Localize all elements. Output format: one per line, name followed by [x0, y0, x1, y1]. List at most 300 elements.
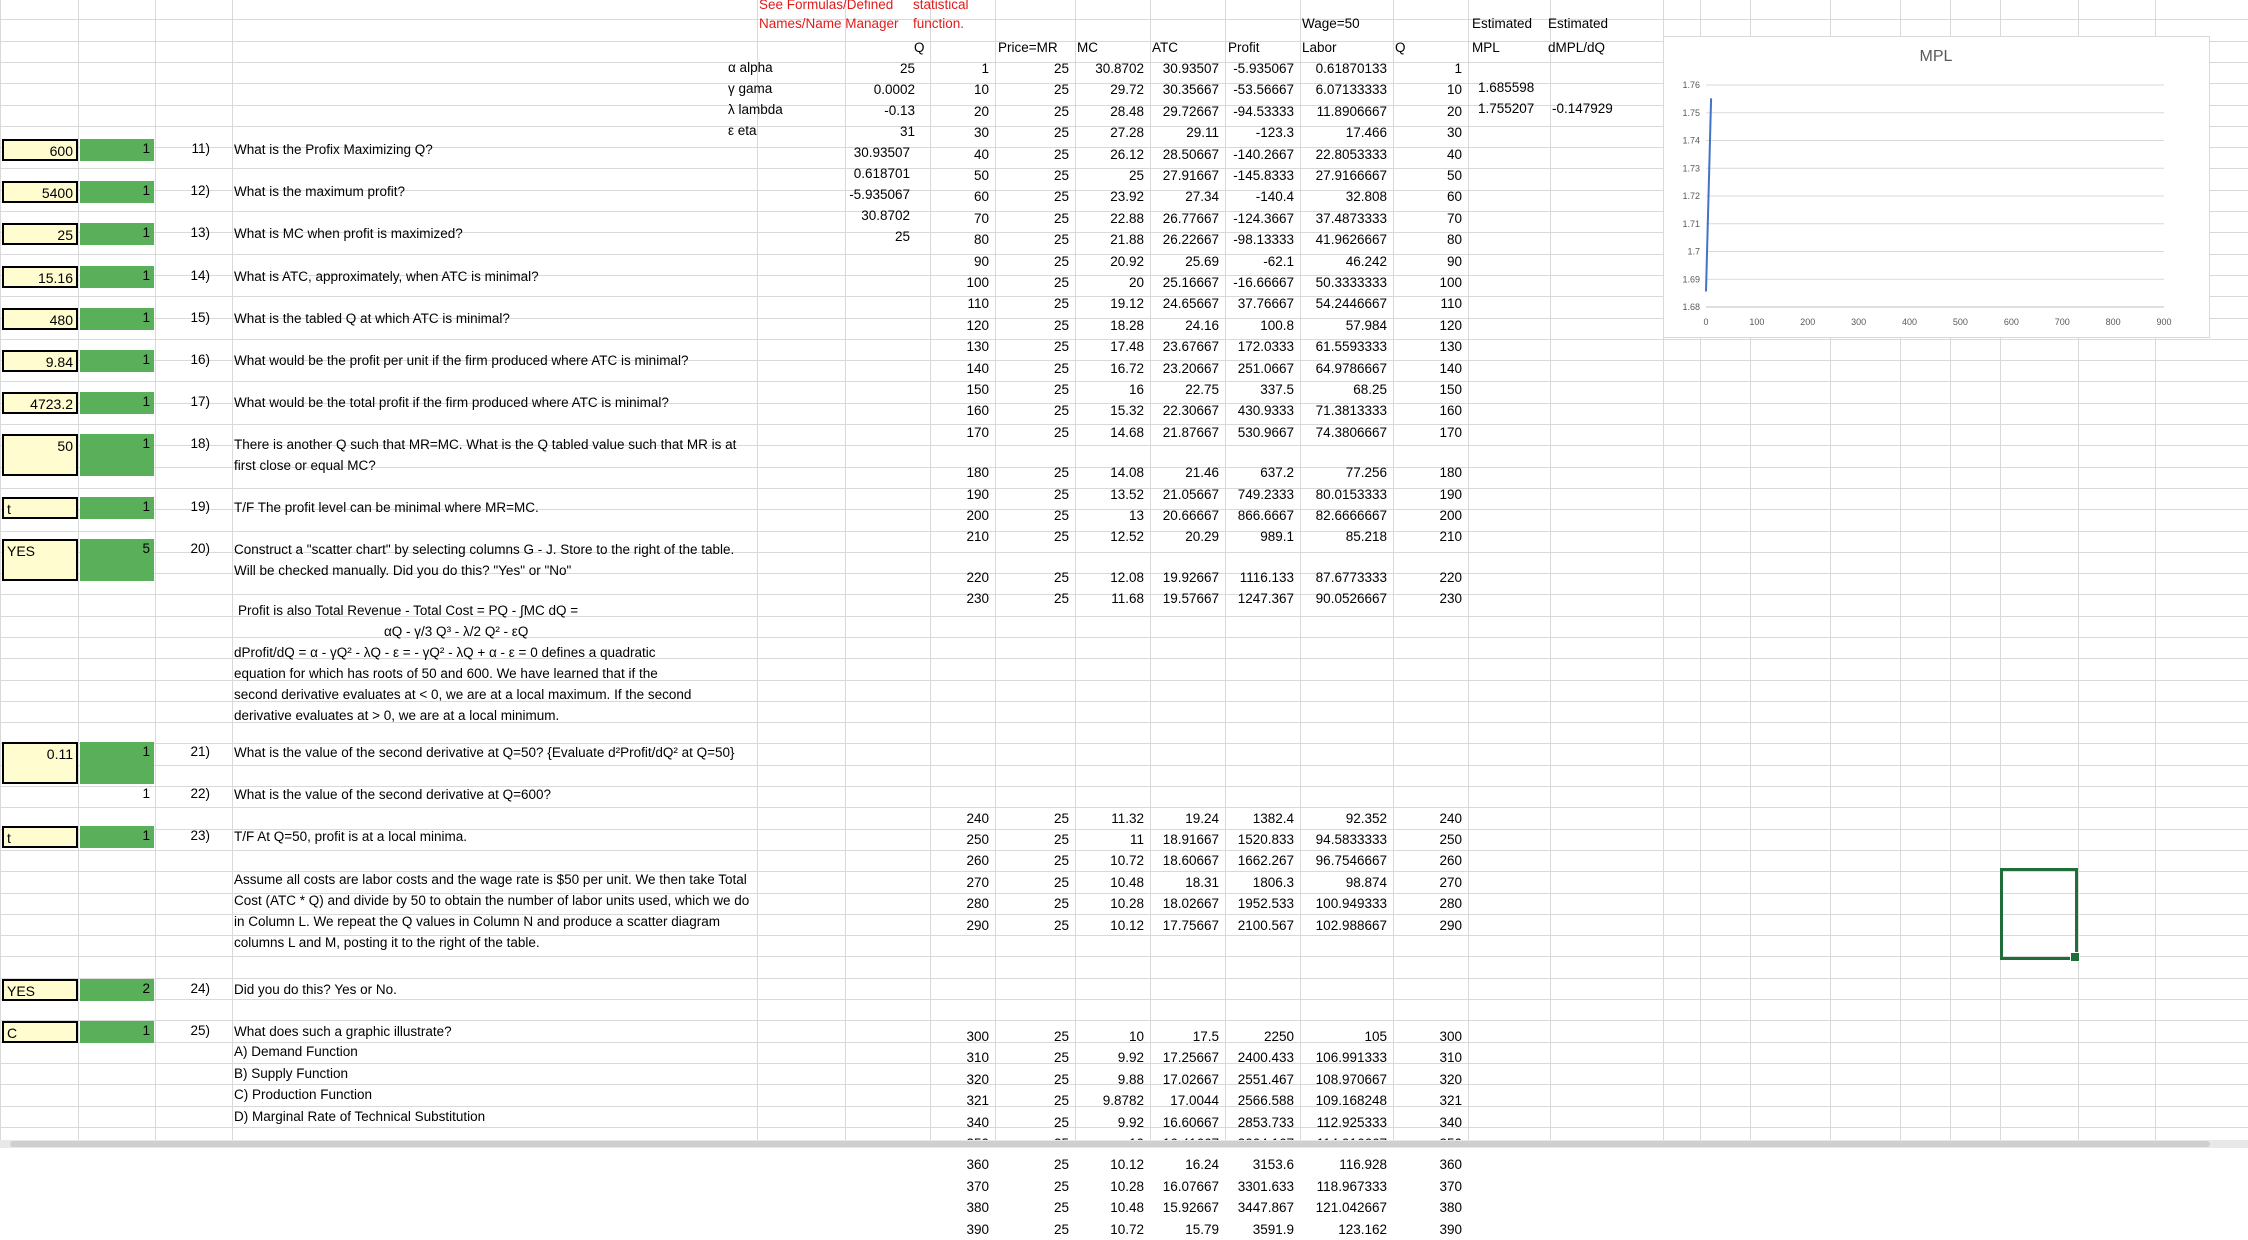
table-cell[interactable]: 105 — [1364, 1029, 1387, 1044]
table-cell[interactable]: 112.925333 — [1316, 1115, 1387, 1130]
table-cell[interactable]: 13.52 — [1110, 487, 1144, 502]
answer-cell[interactable]: YES — [2, 539, 78, 581]
table-cell[interactable]: 25 — [1053, 1200, 1069, 1215]
table-cell[interactable]: 60 — [973, 189, 989, 204]
table-cell[interactable]: 23.20667 — [1162, 361, 1219, 376]
table-cell[interactable]: 18.02667 — [1162, 896, 1219, 911]
table-cell[interactable]: 250 — [966, 832, 989, 847]
answer-cell[interactable]: 50 — [2, 434, 78, 476]
table-cell[interactable]: 90 — [1446, 254, 1462, 269]
table-cell[interactable]: 321 — [966, 1093, 989, 1108]
table-cell[interactable]: 260 — [966, 853, 989, 868]
table-cell[interactable]: 100.8 — [1260, 318, 1294, 333]
table-cell[interactable]: 11.8906667 — [1316, 104, 1387, 119]
table-cell[interactable]: 2100.567 — [1237, 918, 1294, 933]
table-cell[interactable]: 37.76667 — [1237, 296, 1294, 311]
selected-cell[interactable] — [2000, 868, 2078, 960]
table-cell[interactable]: 40 — [1446, 147, 1462, 162]
answer-cell[interactable]: YES — [2, 979, 78, 1001]
table-cell[interactable]: 82.6666667 — [1315, 508, 1387, 523]
table-cell[interactable]: 26.12 — [1110, 147, 1144, 162]
table-cell[interactable]: 25 — [1053, 1093, 1069, 1108]
table-cell[interactable]: 250 — [1439, 832, 1462, 847]
table-cell[interactable]: 130 — [966, 339, 989, 354]
table-cell[interactable]: 14.68 — [1110, 425, 1144, 440]
table-cell[interactable]: 25 — [1053, 275, 1069, 290]
table-cell[interactable]: 37.4873333 — [1315, 211, 1387, 226]
table-cell[interactable]: 25 — [1053, 211, 1069, 226]
table-cell[interactable]: 87.6773333 — [1315, 570, 1387, 585]
table-cell[interactable]: 24.16 — [1185, 318, 1219, 333]
table-cell[interactable]: 50.3333333 — [1315, 275, 1387, 290]
table-cell[interactable]: -140.4 — [1255, 189, 1294, 204]
table-cell[interactable]: 0.61870133 — [1315, 61, 1387, 76]
table-cell[interactable]: 94.5833333 — [1315, 832, 1387, 847]
table-cell[interactable]: 22.30667 — [1162, 403, 1219, 418]
param-value[interactable]: 0.0002 — [873, 82, 915, 97]
table-cell[interactable]: 300 — [966, 1029, 989, 1044]
table-cell[interactable]: 25 — [1053, 254, 1069, 269]
table-cell[interactable]: 61.5593333 — [1315, 339, 1387, 354]
table-cell[interactable]: 340 — [966, 1115, 989, 1130]
table-cell[interactable]: -140.2667 — [1233, 147, 1294, 162]
table-cell[interactable]: 64.9786667 — [1315, 361, 1387, 376]
table-cell[interactable]: 260 — [1439, 853, 1462, 868]
table-cell[interactable]: 16.07667 — [1162, 1179, 1219, 1194]
table-cell[interactable]: 25 — [1053, 104, 1069, 119]
table-cell[interactable]: 160 — [1439, 403, 1462, 418]
table-cell[interactable]: 321 — [1439, 1093, 1462, 1108]
param-value[interactable]: 25 — [899, 61, 915, 76]
mpl-chart[interactable] — [1663, 36, 2210, 338]
table-cell[interactable]: 130 — [1439, 339, 1462, 354]
table-cell[interactable]: 10.12 — [1110, 1157, 1144, 1172]
table-cell[interactable]: 25 — [1053, 61, 1069, 76]
scrollbar-thumb[interactable] — [10, 1141, 2210, 1147]
table-cell[interactable]: 12.08 — [1110, 570, 1144, 585]
table-cell[interactable]: 150 — [966, 382, 989, 397]
table-cell[interactable]: 25 — [1053, 853, 1069, 868]
table-cell[interactable]: 380 — [1439, 1200, 1462, 1215]
table-cell[interactable]: 11.68 — [1111, 591, 1144, 606]
table-cell[interactable]: 25 — [1053, 875, 1069, 890]
table-cell[interactable]: 28.48 — [1110, 104, 1144, 119]
table-cell[interactable]: 70 — [973, 211, 989, 226]
table-cell[interactable]: 200 — [966, 508, 989, 523]
table-cell[interactable]: 3591.9 — [1252, 1222, 1294, 1237]
table-cell[interactable]: 310 — [966, 1050, 989, 1065]
table-cell[interactable]: 2250 — [1263, 1029, 1294, 1044]
table-cell[interactable]: 25 — [1053, 529, 1069, 544]
table-cell[interactable]: 25 — [1053, 1029, 1069, 1044]
table-cell[interactable]: 370 — [1439, 1179, 1462, 1194]
table-cell[interactable]: 29.72667 — [1162, 104, 1219, 119]
table-cell[interactable]: 110 — [967, 296, 989, 311]
table-cell[interactable]: 1 — [981, 61, 989, 76]
table-cell[interactable]: 25 — [1053, 361, 1069, 376]
table-cell[interactable]: 25 — [1128, 168, 1144, 183]
table-cell[interactable]: 25 — [1053, 189, 1069, 204]
table-cell[interactable]: 27.9166667 — [1315, 168, 1387, 183]
table-cell[interactable]: 16.60667 — [1162, 1115, 1219, 1130]
table-cell[interactable]: 98.874 — [1345, 875, 1387, 890]
table-cell[interactable]: 110 — [1440, 296, 1462, 311]
table-cell[interactable]: 9.92 — [1117, 1050, 1144, 1065]
table-cell[interactable]: 2853.733 — [1237, 1115, 1294, 1130]
table-cell[interactable]: 25 — [1053, 896, 1069, 911]
table-cell[interactable]: 3447.867 — [1237, 1200, 1294, 1215]
table-cell[interactable]: 25 — [1053, 1072, 1069, 1087]
table-cell[interactable]: 26.22667 — [1162, 232, 1219, 247]
table-cell[interactable]: 25 — [1053, 1115, 1069, 1130]
answer-cell[interactable]: t — [2, 497, 78, 519]
table-cell[interactable]: 106.991333 — [1315, 1050, 1387, 1065]
table-cell[interactable]: 989.1 — [1260, 529, 1294, 544]
table-cell[interactable]: 100 — [1439, 275, 1462, 290]
table-cell[interactable]: 121.042667 — [1315, 1200, 1387, 1215]
table-cell[interactable]: 118.967333 — [1316, 1179, 1387, 1194]
table-cell[interactable]: 25 — [1053, 125, 1069, 140]
table-cell[interactable]: 310 — [1439, 1050, 1462, 1065]
table-cell[interactable]: 1952.533 — [1237, 896, 1294, 911]
table-cell[interactable]: 25 — [1053, 832, 1069, 847]
table-cell[interactable]: 9.92 — [1117, 1115, 1144, 1130]
table-cell[interactable]: -123.3 — [1255, 125, 1294, 140]
table-cell[interactable]: 290 — [966, 918, 989, 933]
table-cell[interactable]: 17.75667 — [1162, 918, 1219, 933]
table-cell[interactable]: 9.8782 — [1102, 1093, 1144, 1108]
table-cell[interactable]: 15.32 — [1110, 403, 1144, 418]
table-cell[interactable]: 60 — [1446, 189, 1462, 204]
table-cell[interactable]: 27.28 — [1110, 125, 1144, 140]
table-cell[interactable]: 120 — [966, 318, 989, 333]
table-cell[interactable]: 100.949333 — [1315, 896, 1387, 911]
answer-cell[interactable]: 25 — [2, 223, 78, 245]
table-cell[interactable]: 25 — [1053, 382, 1069, 397]
table-cell[interactable]: 280 — [1439, 896, 1462, 911]
table-cell[interactable]: -5.935067 — [1233, 61, 1294, 76]
table-cell[interactable]: 50 — [1446, 168, 1462, 183]
table-cell[interactable]: 18.60667 — [1162, 853, 1219, 868]
table-cell[interactable]: 80.0153333 — [1315, 487, 1387, 502]
table-cell[interactable]: 1520.833 — [1237, 832, 1294, 847]
summary-value[interactable]: 30.93507 — [853, 145, 910, 160]
table-cell[interactable]: 50 — [973, 168, 989, 183]
table-cell[interactable]: 30 — [973, 125, 989, 140]
table-cell[interactable]: 25 — [1053, 232, 1069, 247]
table-cell[interactable]: 25 — [1053, 1050, 1069, 1065]
answer-cell[interactable]: t — [2, 826, 78, 848]
table-cell[interactable]: 210 — [1439, 529, 1462, 544]
table-cell[interactable]: 21.87667 — [1162, 425, 1219, 440]
table-cell[interactable]: 10.48 — [1110, 875, 1144, 890]
table-cell[interactable]: 530.9667 — [1237, 425, 1294, 440]
table-cell[interactable]: 46.242 — [1345, 254, 1387, 269]
table-cell[interactable]: 17.25667 — [1162, 1050, 1219, 1065]
table-cell[interactable]: 360 — [1439, 1157, 1462, 1172]
summary-value[interactable]: 0.618701 — [853, 166, 910, 181]
table-cell[interactable]: 17.48 — [1110, 339, 1144, 354]
table-cell[interactable]: 180 — [966, 465, 989, 480]
table-cell[interactable]: 120 — [1439, 318, 1462, 333]
table-cell[interactable]: 21.05667 — [1162, 487, 1219, 502]
table-cell[interactable]: 100 — [966, 275, 989, 290]
table-cell[interactable]: 210 — [966, 529, 989, 544]
table-cell[interactable]: 102.988667 — [1315, 918, 1387, 933]
table-cell[interactable]: 25 — [1053, 1157, 1069, 1172]
table-cell[interactable]: 19.57667 — [1162, 591, 1219, 606]
table-cell[interactable]: 40 — [973, 147, 989, 162]
table-cell[interactable]: 19.92667 — [1162, 570, 1219, 585]
table-cell[interactable]: 19.12 — [1110, 296, 1144, 311]
table-cell[interactable]: 337.5 — [1260, 382, 1294, 397]
table-cell[interactable]: 108.970667 — [1315, 1072, 1387, 1087]
table-cell[interactable]: 300 — [1439, 1029, 1462, 1044]
table-cell[interactable]: 25 — [1053, 425, 1069, 440]
table-cell[interactable]: 74.3806667 — [1315, 425, 1387, 440]
table-cell[interactable]: 85.218 — [1345, 529, 1387, 544]
table-cell[interactable]: 25 — [1053, 318, 1069, 333]
table-cell[interactable]: 172.0333 — [1237, 339, 1294, 354]
table-cell[interactable]: 290 — [1439, 918, 1462, 933]
table-cell[interactable]: 26.77667 — [1162, 211, 1219, 226]
answer-cell[interactable]: 600 — [2, 139, 78, 161]
table-cell[interactable]: 116.928 — [1339, 1157, 1387, 1172]
table-cell[interactable]: 27.91667 — [1162, 168, 1219, 183]
table-cell[interactable]: 270 — [966, 875, 989, 890]
table-cell[interactable]: -124.3667 — [1233, 211, 1294, 226]
answer-cell[interactable]: 15.16 — [2, 266, 78, 288]
table-cell[interactable]: 230 — [966, 591, 989, 606]
table-cell[interactable]: 3301.633 — [1237, 1179, 1294, 1194]
table-cell[interactable]: 18.28 — [1110, 318, 1144, 333]
table-cell[interactable]: 24.65667 — [1162, 296, 1219, 311]
table-cell[interactable]: 637.2 — [1260, 465, 1294, 480]
table-cell[interactable]: 150 — [1439, 382, 1462, 397]
table-cell[interactable]: 25 — [1053, 1222, 1069, 1237]
table-cell[interactable]: 123.162 — [1338, 1222, 1387, 1237]
answer-cell[interactable]: 0.11 — [2, 742, 78, 784]
table-cell[interactable]: 22.8053333 — [1315, 147, 1387, 162]
table-cell[interactable]: 23.67667 — [1162, 339, 1219, 354]
table-cell[interactable]: 22.88 — [1110, 211, 1144, 226]
table-cell[interactable]: 19.24 — [1185, 811, 1219, 826]
table-cell[interactable]: 190 — [966, 487, 989, 502]
table-cell[interactable]: 109.168248 — [1315, 1093, 1387, 1108]
summary-value[interactable]: 25 — [894, 229, 910, 244]
table-cell[interactable]: 380 — [966, 1200, 989, 1215]
table-cell[interactable]: 251.0667 — [1237, 361, 1294, 376]
table-cell[interactable]: 80 — [1446, 232, 1462, 247]
table-cell[interactable]: 140 — [966, 361, 989, 376]
table-cell[interactable]: 20.66667 — [1162, 508, 1219, 523]
table-cell[interactable]: 2566.588 — [1237, 1093, 1294, 1108]
table-cell[interactable]: 54.2446667 — [1315, 296, 1387, 311]
table-cell[interactable]: 1662.267 — [1237, 853, 1294, 868]
table-cell[interactable]: 25 — [1053, 918, 1069, 933]
table-cell[interactable]: 71.3813333 — [1315, 403, 1387, 418]
table-cell[interactable]: 270 — [1439, 875, 1462, 890]
table-cell[interactable]: 3153.6 — [1252, 1157, 1294, 1172]
table-cell[interactable]: 90.0526667 — [1315, 591, 1387, 606]
table-cell[interactable]: 10.72 — [1110, 853, 1144, 868]
table-cell[interactable]: 11 — [1129, 832, 1144, 847]
answer-cell[interactable]: 5400 — [2, 181, 78, 203]
table-cell[interactable]: 70 — [1446, 211, 1462, 226]
answer-cell[interactable]: 9.84 — [2, 350, 78, 372]
answer-cell[interactable]: 4723.2 — [2, 392, 78, 414]
table-cell[interactable]: 190 — [1439, 487, 1462, 502]
table-cell[interactable]: 390 — [966, 1222, 989, 1237]
table-cell[interactable]: 16 — [1128, 382, 1144, 397]
table-cell[interactable]: 29.72 — [1110, 82, 1144, 97]
table-cell[interactable]: 180 — [1439, 465, 1462, 480]
table-cell[interactable]: 430.9333 — [1237, 403, 1294, 418]
table-cell[interactable]: 25 — [1053, 1179, 1069, 1194]
table-cell[interactable]: 2400.433 — [1237, 1050, 1294, 1065]
table-cell[interactable]: 1 — [1454, 61, 1462, 76]
param-value[interactable]: -0.13 — [884, 103, 915, 118]
summary-value[interactable]: -5.935067 — [849, 187, 910, 202]
table-cell[interactable]: 1247.367 — [1237, 591, 1294, 606]
param-value[interactable]: 31 — [899, 124, 915, 139]
table-cell[interactable]: 10.48 — [1110, 1200, 1144, 1215]
table-cell[interactable]: 17.0044 — [1170, 1093, 1219, 1108]
table-cell[interactable]: 15.79 — [1185, 1222, 1219, 1237]
table-cell[interactable]: 29.11 — [1186, 125, 1219, 140]
table-cell[interactable]: 10 — [973, 82, 989, 97]
table-cell[interactable]: 320 — [966, 1072, 989, 1087]
table-cell[interactable]: 20.29 — [1185, 529, 1219, 544]
table-cell[interactable]: 25 — [1053, 465, 1069, 480]
table-cell[interactable]: 23.92 — [1110, 189, 1144, 204]
table-cell[interactable]: 170 — [966, 425, 989, 440]
table-cell[interactable]: 230 — [1439, 591, 1462, 606]
table-cell[interactable]: 13 — [1128, 508, 1144, 523]
table-cell[interactable]: 10 — [1128, 1029, 1144, 1044]
table-cell[interactable]: 20.92 — [1110, 254, 1144, 269]
table-cell[interactable]: 25 — [1053, 570, 1069, 585]
table-cell[interactable]: 10.72 — [1110, 1222, 1144, 1237]
table-cell[interactable]: 22.75 — [1185, 382, 1219, 397]
table-cell[interactable]: 20 — [1128, 275, 1144, 290]
table-cell[interactable]: 6.07133333 — [1315, 82, 1387, 97]
table-cell[interactable]: 360 — [966, 1157, 989, 1172]
table-cell[interactable]: 10 — [1446, 82, 1462, 97]
table-cell[interactable]: 18.31 — [1185, 875, 1219, 890]
table-cell[interactable]: 1382.4 — [1252, 811, 1294, 826]
table-cell[interactable]: -94.53333 — [1233, 104, 1294, 119]
table-cell[interactable]: 20 — [1446, 104, 1462, 119]
table-cell[interactable]: 92.352 — [1345, 811, 1387, 826]
table-cell[interactable]: 18.91667 — [1162, 832, 1219, 847]
table-cell[interactable]: 80 — [973, 232, 989, 247]
table-cell[interactable]: 240 — [966, 811, 989, 826]
table-cell[interactable]: 77.256 — [1345, 465, 1387, 480]
table-cell[interactable]: 20 — [973, 104, 989, 119]
table-cell[interactable]: 21.46 — [1185, 465, 1219, 480]
table-cell[interactable]: 240 — [1439, 811, 1462, 826]
table-cell[interactable]: 17.466 — [1345, 125, 1387, 140]
table-cell[interactable]: 320 — [1439, 1072, 1462, 1087]
table-cell[interactable]: 17.5 — [1192, 1029, 1219, 1044]
table-cell[interactable]: 30.8702 — [1095, 61, 1144, 76]
table-cell[interactable]: 25 — [1053, 296, 1069, 311]
table-cell[interactable]: 30 — [1446, 125, 1462, 140]
table-cell[interactable]: 10.28 — [1110, 1179, 1144, 1194]
table-cell[interactable]: 1806.3 — [1252, 875, 1294, 890]
table-cell[interactable]: -62.1 — [1263, 254, 1294, 269]
answer-cell[interactable]: C — [2, 1021, 78, 1043]
table-cell[interactable]: 749.2333 — [1237, 487, 1294, 502]
table-cell[interactable]: 21.88 — [1110, 232, 1144, 247]
table-cell[interactable]: 1116.133 — [1239, 570, 1294, 585]
table-cell[interactable]: -145.8333 — [1233, 168, 1294, 183]
table-cell[interactable]: 32.808 — [1345, 189, 1387, 204]
table-cell[interactable]: 25 — [1053, 811, 1069, 826]
table-cell[interactable]: 340 — [1439, 1115, 1462, 1130]
table-cell[interactable]: 170 — [1439, 425, 1462, 440]
table-cell[interactable]: 25 — [1053, 339, 1069, 354]
table-cell[interactable]: 160 — [966, 403, 989, 418]
table-cell[interactable]: 28.50667 — [1162, 147, 1219, 162]
table-cell[interactable]: 57.984 — [1345, 318, 1387, 333]
table-cell[interactable]: 220 — [1439, 570, 1462, 585]
table-cell[interactable]: -98.13333 — [1233, 232, 1294, 247]
table-cell[interactable]: 10.28 — [1110, 896, 1144, 911]
fill-handle[interactable] — [2070, 952, 2080, 962]
table-cell[interactable]: 25.16667 — [1162, 275, 1219, 290]
table-cell[interactable]: 30.35667 — [1162, 82, 1219, 97]
table-cell[interactable]: 140 — [1439, 361, 1462, 376]
table-cell[interactable]: 30.93507 — [1162, 61, 1219, 76]
table-cell[interactable]: 220 — [966, 570, 989, 585]
table-cell[interactable]: 2551.467 — [1237, 1072, 1294, 1087]
table-cell[interactable]: 25 — [1053, 403, 1069, 418]
table-cell[interactable]: 12.52 — [1110, 529, 1144, 544]
table-cell[interactable]: 27.34 — [1185, 189, 1219, 204]
table-cell[interactable]: 280 — [966, 896, 989, 911]
table-cell[interactable]: 370 — [966, 1179, 989, 1194]
table-cell[interactable]: 25 — [1053, 508, 1069, 523]
table-cell[interactable]: 25 — [1053, 591, 1069, 606]
table-cell[interactable]: 9.88 — [1117, 1072, 1144, 1087]
table-cell[interactable]: -16.66667 — [1233, 275, 1294, 290]
table-cell[interactable]: 16.24 — [1185, 1157, 1219, 1172]
summary-value[interactable]: 30.8702 — [861, 208, 910, 223]
table-cell[interactable]: 16.72 — [1110, 361, 1144, 376]
table-cell[interactable]: 25.69 — [1185, 254, 1219, 269]
table-cell[interactable]: 68.25 — [1353, 382, 1387, 397]
answer-cell[interactable]: 480 — [2, 308, 78, 330]
table-cell[interactable]: 866.6667 — [1237, 508, 1294, 523]
table-cell[interactable]: -53.56667 — [1233, 82, 1294, 97]
table-cell[interactable]: 11.32 — [1111, 811, 1144, 826]
table-cell[interactable]: 14.08 — [1110, 465, 1144, 480]
table-cell[interactable]: 25 — [1053, 487, 1069, 502]
table-cell[interactable]: 41.9626667 — [1315, 232, 1387, 247]
table-cell[interactable]: 90 — [973, 254, 989, 269]
horizontal-scrollbar[interactable] — [0, 1140, 2248, 1148]
table-cell[interactable]: 390 — [1439, 1222, 1462, 1237]
table-cell[interactable]: 96.7546667 — [1315, 853, 1387, 868]
table-cell[interactable]: 200 — [1439, 508, 1462, 523]
table-cell[interactable]: 25 — [1053, 147, 1069, 162]
table-cell[interactable]: 25 — [1053, 168, 1069, 183]
table-cell[interactable]: 17.02667 — [1162, 1072, 1219, 1087]
table-cell[interactable]: 15.92667 — [1162, 1200, 1219, 1215]
table-cell[interactable]: 10.12 — [1110, 918, 1144, 933]
